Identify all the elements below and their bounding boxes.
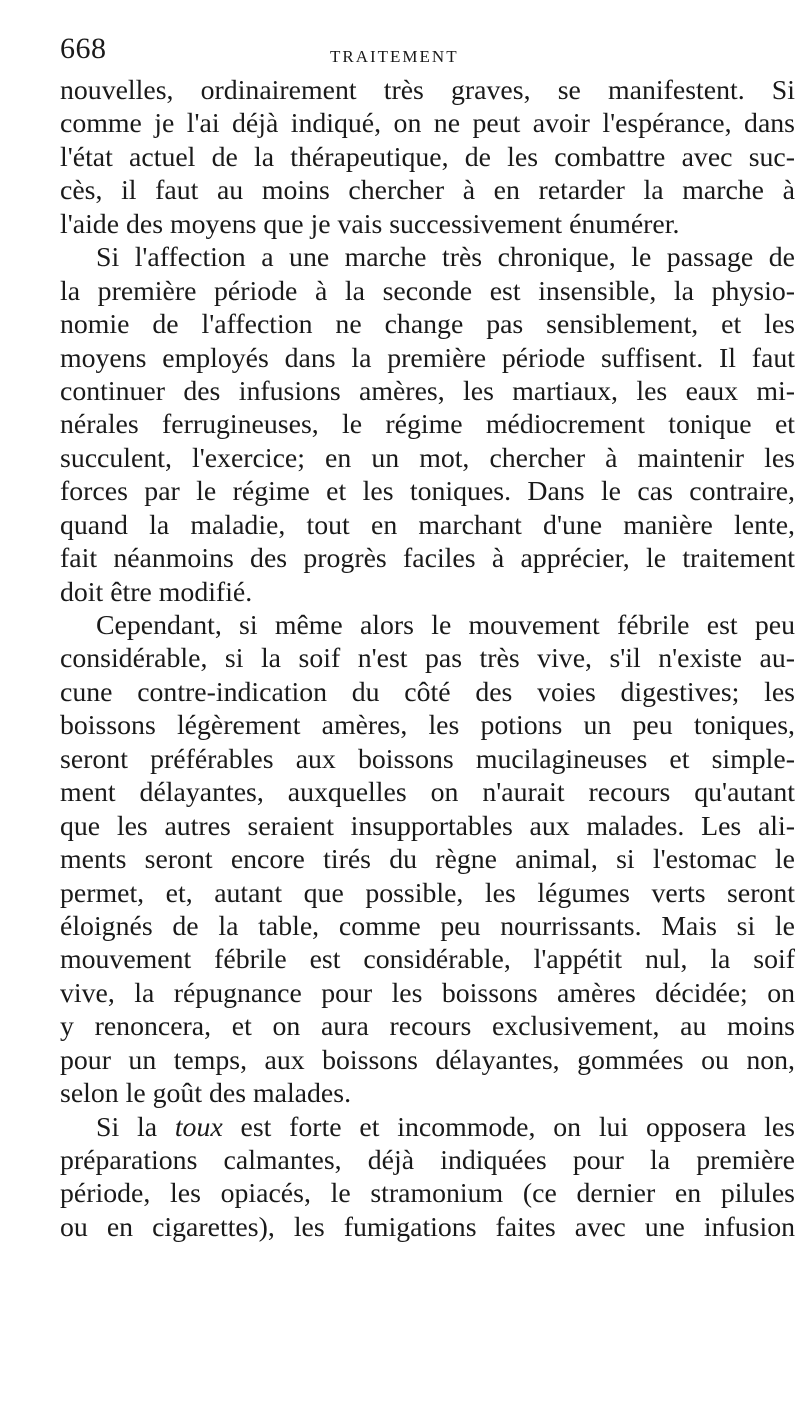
text-line: ou en cigarettes), les fumigations faites avec une infusion <box>60 1211 795 1243</box>
text-line: l'aide des moyens que je vais successivement énumérer. <box>60 208 680 240</box>
text-line: pour un temps, aux boissons délayantes, gommées ou non, <box>60 1044 795 1076</box>
text-line: nomie de l'affection ne change pas sensiblement, et les <box>60 309 795 341</box>
text-run: Si la <box>96 1111 175 1143</box>
text-line: boissons légèrement amères, les potions un peu toniques, <box>60 710 795 742</box>
text-line: forces par le régime et les toniques. Dans le cas contraire, <box>60 476 795 508</box>
italic-word: toux <box>174 1111 223 1143</box>
text-line: comme je l'ai déjà indiqué, on ne peut avoir l'espérance, dans <box>60 108 795 140</box>
page-number: 668 <box>60 32 107 65</box>
text-line: continuer des infusions amères, les martiaux, les eaux mi- <box>60 375 795 407</box>
text-line: mouvement fébrile est considérable, l'appétit nul, la soif <box>60 944 795 976</box>
text-line: que les autres seraient insupportables aux malades. Les ali- <box>60 810 795 842</box>
text-line: ments seront encore tirés du règne animal, si l'estomac le <box>60 844 795 876</box>
text-line: période, les opiacés, le stramonium (ce dernier en pilules <box>60 1178 795 1210</box>
text-line: cès, il faut au moins chercher à en retarder la marche à <box>60 175 795 207</box>
text-line: quand la maladie, tout en marchant d'une manière lente, <box>60 509 795 541</box>
text-line: cune contre-indication du côté des voies digestives; les <box>60 676 795 708</box>
text-line: éloignés de la table, comme peu nourrissants. Mais si le <box>60 910 795 942</box>
text-line: considérable, si la soif n'est pas très vive, s'il n'existe au- <box>60 643 795 675</box>
text-run: est forte et incommode, on lui opposera les <box>240 1111 795 1143</box>
text-line: seront préférables aux boissons mucilagineuses et simple- <box>60 743 795 775</box>
text-line: Si l'affection a une marche très chronique, le passage de <box>96 242 795 274</box>
text-line-with-italic <box>60 1111 795 1144</box>
text-line: permet, et, autant que possible, les légumes verts seront <box>60 877 795 909</box>
body-text <box>60 74 795 1244</box>
running-head: TRAITEMENT <box>330 47 459 66</box>
text-line: fait néanmoins des progrès faciles à apprécier, le traitement <box>60 543 795 575</box>
text-line: l'état actuel de la thérapeutique, de les combattre avec suc- <box>60 141 795 173</box>
text-line: y renoncera, et on aura recours exclusivement, au moins <box>60 1011 795 1043</box>
text-line: nouvelles, ordinairement très graves, se manifestent. Si <box>60 75 795 106</box>
text-line: préparations calmantes, déjà indiquées pour la première <box>60 1145 795 1176</box>
text-line: la première période à la seconde est insensible, la physio- <box>60 275 795 307</box>
text-line: doit être modifié. <box>60 576 253 608</box>
text-line: ment délayantes, auxquelles on n'aurait recours qu'autant <box>60 777 795 809</box>
text-line: selon le goût des malades. <box>60 1078 352 1110</box>
text-line: vive, la répugnance pour les boissons amères décidée; on <box>60 977 795 1009</box>
text-line: moyens employés dans la première période suffisent. Il faut <box>60 342 795 374</box>
text-line: Cependant, si même alors le mouvement fébrile est peu <box>96 610 795 641</box>
text-line: nérales ferrugineuses, le régime médiocrement tonique et <box>60 409 795 441</box>
text-line: succulent, l'exercice; en un mot, chercher à maintenir les <box>60 442 795 474</box>
